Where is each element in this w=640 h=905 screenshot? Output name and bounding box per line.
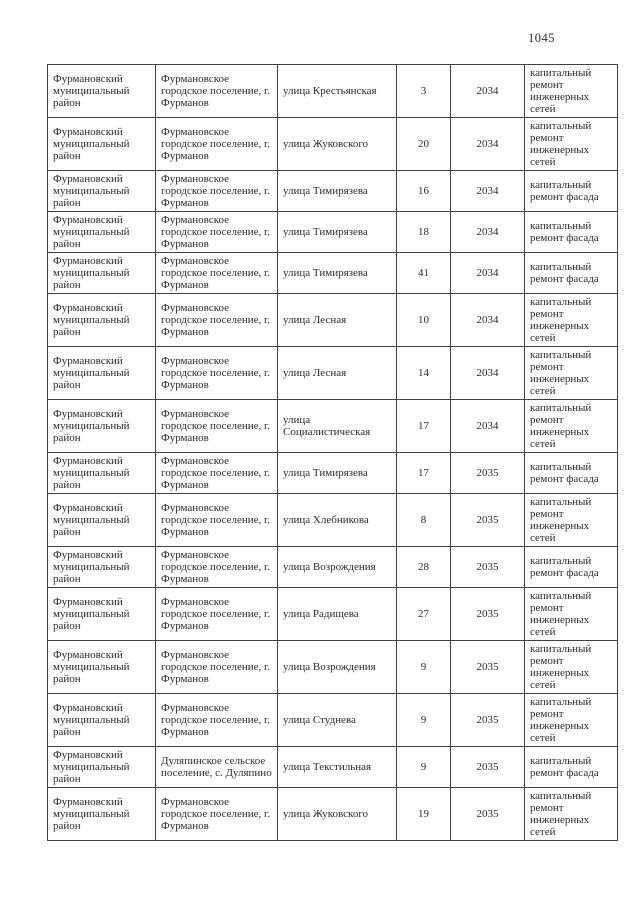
settlement-cell: Фурмановское городское поселение, г. Фурманов bbox=[156, 294, 278, 347]
repair-program-table bbox=[47, 64, 618, 841]
house-number-cell: 17 bbox=[397, 453, 451, 494]
table-row bbox=[48, 171, 618, 212]
house-number-cell: 20 bbox=[397, 118, 451, 171]
district-cell: Фурмановский муниципальный район bbox=[48, 747, 156, 788]
house-number-cell: 14 bbox=[397, 347, 451, 400]
work-type-cell: капитальный ремонт инженерных сетей bbox=[525, 588, 618, 641]
settlement-cell: Фурмановское городское поселение, г. Фурманов bbox=[156, 253, 278, 294]
table-row bbox=[48, 641, 618, 694]
district-cell: Фурмановский муниципальный район bbox=[48, 494, 156, 547]
year-cell: 2035 bbox=[451, 747, 525, 788]
work-type-cell: капитальный ремонт фасада bbox=[525, 171, 618, 212]
year-cell: 2035 bbox=[451, 494, 525, 547]
district-cell: Фурмановский муниципальный район bbox=[48, 294, 156, 347]
house-number-cell: 10 bbox=[397, 294, 451, 347]
house-number-cell: 8 bbox=[397, 494, 451, 547]
table-row bbox=[48, 494, 618, 547]
work-type-cell: капитальный ремонт инженерных сетей bbox=[525, 294, 618, 347]
settlement-cell: Фурмановское городское поселение, г. Фурманов bbox=[156, 788, 278, 841]
house-number-cell: 41 bbox=[397, 253, 451, 294]
work-type-cell: капитальный ремонт фасада bbox=[525, 253, 618, 294]
street-cell: улица Возрождения bbox=[278, 547, 397, 588]
street-cell: улица Лесная bbox=[278, 294, 397, 347]
street-cell: улица Тимирязева bbox=[278, 212, 397, 253]
settlement-cell: Фурмановское городское поселение, г. Фурманов bbox=[156, 588, 278, 641]
work-type-cell: капитальный ремонт инженерных сетей bbox=[525, 65, 618, 118]
year-cell: 2034 bbox=[451, 212, 525, 253]
work-type-cell: капитальный ремонт фасада bbox=[525, 453, 618, 494]
work-type-cell: капитальный ремонт инженерных сетей bbox=[525, 494, 618, 547]
year-cell: 2034 bbox=[451, 400, 525, 453]
house-number-cell: 19 bbox=[397, 788, 451, 841]
district-cell: Фурмановский муниципальный район bbox=[48, 547, 156, 588]
street-cell: улица Жуковского bbox=[278, 118, 397, 171]
settlement-cell: Фурмановское городское поселение, г. Фурманов bbox=[156, 118, 278, 171]
work-type-cell: капитальный ремонт инженерных сетей bbox=[525, 118, 618, 171]
district-cell: Фурмановский муниципальный район bbox=[48, 171, 156, 212]
table-row bbox=[48, 65, 618, 118]
year-cell: 2035 bbox=[451, 694, 525, 747]
settlement-cell: Фурмановское городское поселение, г. Фурманов bbox=[156, 347, 278, 400]
street-cell: улица Тимирязева bbox=[278, 253, 397, 294]
street-cell: улица Студнева bbox=[278, 694, 397, 747]
settlement-cell: Фурмановское городское поселение, г. Фурманов bbox=[156, 641, 278, 694]
settlement-cell: Фурмановское городское поселение, г. Фурманов bbox=[156, 494, 278, 547]
table-row bbox=[48, 453, 618, 494]
table-row bbox=[48, 118, 618, 171]
street-cell: улица Социалистическая bbox=[278, 400, 397, 453]
table-row bbox=[48, 400, 618, 453]
work-type-cell: капитальный ремонт инженерных сетей bbox=[525, 788, 618, 841]
year-cell: 2035 bbox=[451, 547, 525, 588]
table-row bbox=[48, 212, 618, 253]
work-type-cell: капитальный ремонт инженерных сетей bbox=[525, 641, 618, 694]
house-number-cell: 28 bbox=[397, 547, 451, 588]
street-cell: улица Хлебникова bbox=[278, 494, 397, 547]
district-cell: Фурмановский муниципальный район bbox=[48, 788, 156, 841]
year-cell: 2034 bbox=[451, 294, 525, 347]
table-row bbox=[48, 547, 618, 588]
street-cell: улица Текстильная bbox=[278, 747, 397, 788]
year-cell: 2034 bbox=[451, 118, 525, 171]
house-number-cell: 16 bbox=[397, 171, 451, 212]
settlement-cell: Фурмановское городское поселение, г. Фурманов bbox=[156, 453, 278, 494]
street-cell: улица Радищева bbox=[278, 588, 397, 641]
street-cell: улица Тимирязева bbox=[278, 171, 397, 212]
work-type-cell: капитальный ремонт инженерных сетей bbox=[525, 347, 618, 400]
work-type-cell: капитальный ремонт фасада bbox=[525, 747, 618, 788]
table-row bbox=[48, 294, 618, 347]
table-row bbox=[48, 588, 618, 641]
table-row bbox=[48, 253, 618, 294]
work-type-cell: капитальный ремонт фасада bbox=[525, 212, 618, 253]
settlement-cell: Фурмановское городское поселение, г. Фурманов bbox=[156, 171, 278, 212]
settlement-cell: Фурмановское городское поселение, г. Фурманов bbox=[156, 212, 278, 253]
year-cell: 2035 bbox=[451, 641, 525, 694]
district-cell: Фурмановский муниципальный район bbox=[48, 694, 156, 747]
year-cell: 2035 bbox=[451, 788, 525, 841]
table-row bbox=[48, 747, 618, 788]
settlement-cell: Фурмановское городское поселение, г. Фурманов bbox=[156, 400, 278, 453]
settlement-cell: Дуляпинское сельское поселение, с. Дуляпино bbox=[156, 747, 278, 788]
table-row bbox=[48, 788, 618, 841]
settlement-cell: Фурмановское городское поселение, г. Фурманов bbox=[156, 694, 278, 747]
page-number: 1045 bbox=[528, 31, 555, 45]
year-cell: 2034 bbox=[451, 171, 525, 212]
district-cell: Фурмановский муниципальный район bbox=[48, 118, 156, 171]
house-number-cell: 9 bbox=[397, 747, 451, 788]
house-number-cell: 9 bbox=[397, 641, 451, 694]
district-cell: Фурмановский муниципальный район bbox=[48, 65, 156, 118]
street-cell: улица Возрождения bbox=[278, 641, 397, 694]
work-type-cell: капитальный ремонт инженерных сетей bbox=[525, 694, 618, 747]
settlement-cell: Фурмановское городское поселение, г. Фурманов bbox=[156, 547, 278, 588]
house-number-cell: 3 bbox=[397, 65, 451, 118]
street-cell: улица Крестьянская bbox=[278, 65, 397, 118]
district-cell: Фурмановский муниципальный район bbox=[48, 641, 156, 694]
district-cell: Фурмановский муниципальный район bbox=[48, 212, 156, 253]
year-cell: 2034 bbox=[451, 253, 525, 294]
table-row bbox=[48, 347, 618, 400]
house-number-cell: 9 bbox=[397, 694, 451, 747]
district-cell: Фурмановский муниципальный район bbox=[48, 453, 156, 494]
district-cell: Фурмановский муниципальный район bbox=[48, 347, 156, 400]
district-cell: Фурмановский муниципальный район bbox=[48, 400, 156, 453]
year-cell: 2034 bbox=[451, 65, 525, 118]
year-cell: 2035 bbox=[451, 453, 525, 494]
year-cell: 2034 bbox=[451, 347, 525, 400]
district-cell: Фурмановский муниципальный район bbox=[48, 588, 156, 641]
settlement-cell: Фурмановское городское поселение, г. Фурманов bbox=[156, 65, 278, 118]
street-cell: улица Жуковского bbox=[278, 788, 397, 841]
table-row bbox=[48, 694, 618, 747]
house-number-cell: 18 bbox=[397, 212, 451, 253]
street-cell: улица Тимирязева bbox=[278, 453, 397, 494]
district-cell: Фурмановский муниципальный район bbox=[48, 253, 156, 294]
work-type-cell: капитальный ремонт инженерных сетей bbox=[525, 400, 618, 453]
street-cell: улица Лесная bbox=[278, 347, 397, 400]
house-number-cell: 27 bbox=[397, 588, 451, 641]
house-number-cell: 17 bbox=[397, 400, 451, 453]
year-cell: 2035 bbox=[451, 588, 525, 641]
work-type-cell: капитальный ремонт фасада bbox=[525, 547, 618, 588]
